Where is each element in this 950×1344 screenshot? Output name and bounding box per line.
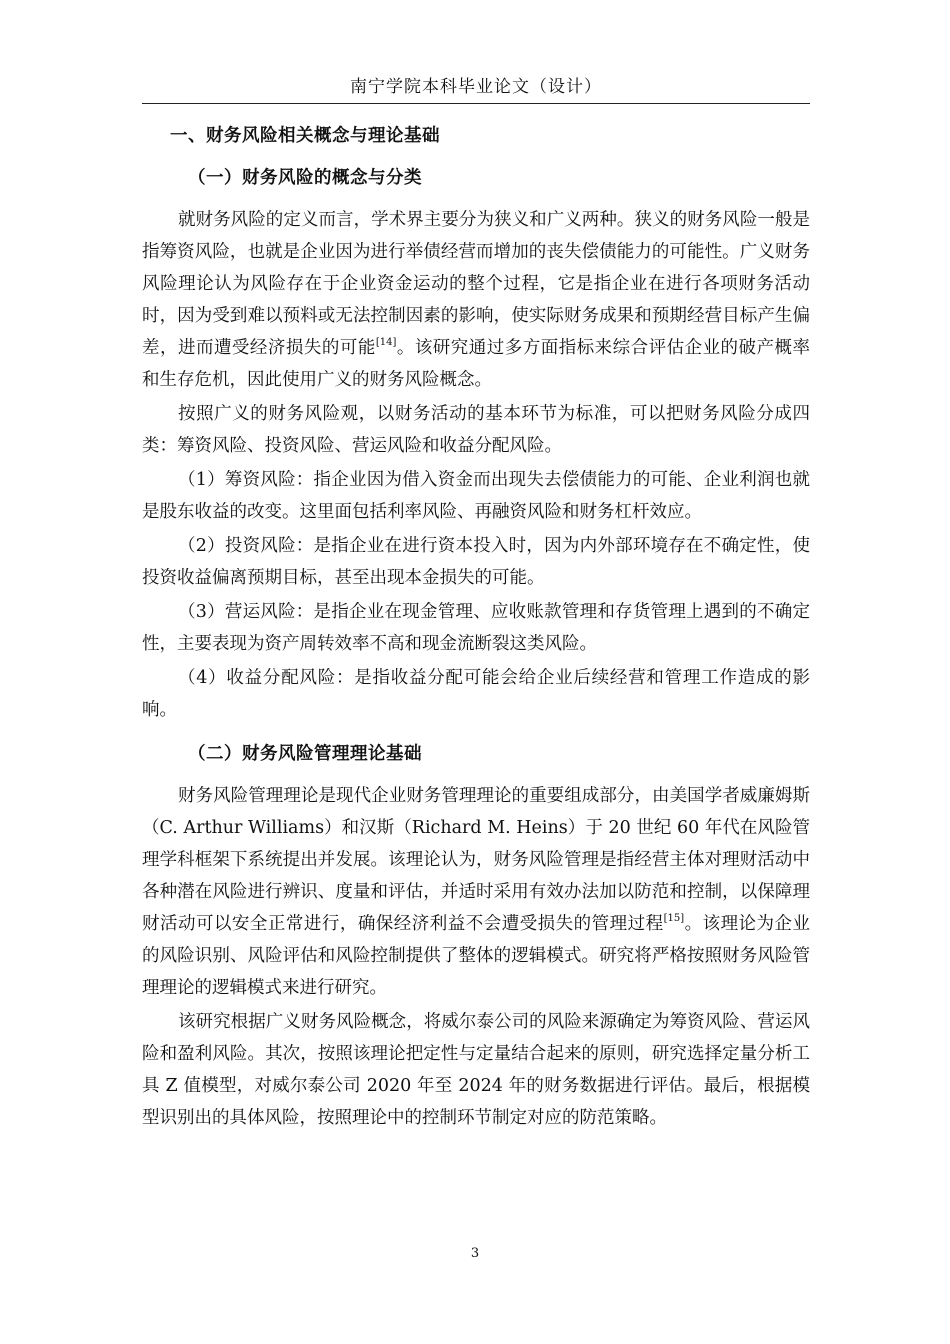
list-item-investment-risk: （2）投资风险：是指企业在进行资本投入时，因为内外部环境存在不确定性，使投资收益偏离预期目标，甚至出现本金损失的可能。	[142, 536, 810, 588]
page-header: 南宁学院本科毕业论文（设计）	[142, 72, 810, 104]
citation-14: [14]	[375, 337, 397, 348]
paragraph-classification: 按照广义的财务风险观，以财务活动的基本环节为标准，可以把财务风险分成四类：筹资风险、投资风险、营运风险和收益分配风险。	[142, 404, 810, 456]
page-number: 3	[470, 1246, 480, 1261]
section-heading: 一、财务风险相关概念与理论基础	[170, 126, 440, 146]
paragraph-text: 。该理论为企业的风险识别、风险评估和风险控制提供了整体的逻辑模式。研究将严格按照财务风险管理理论的逻辑模式来进行研究。	[142, 914, 811, 998]
paragraph-research-approach: 该研究根据广义财务风险概念，将威尔泰公司的风险来源确定为筹资风险、营运风险和盈利风险。其次，按照该理论把定性与定量结合起来的原则，研究选择定量分析工具 Z 值模型，对威尔泰公司 2020 年至 2024 年的财务数据进行评估。最后，根据模型识别出的具体风险，按照理论中的控制环节制定对应的防范策略。	[142, 1012, 810, 1128]
citation-15: [15]	[663, 913, 685, 924]
paragraph-text: 就财务风险的定义而言，学术界主要分为狭义和广义两种。狭义的财务风险一般是指筹资风险，也就是企业因为进行举债经营而增加的丧失偿债能力的可能性。广义财务风险理论认为风险存在于企业资金运动的整个过程，它是指企业在进行各项财务活动时，因为受到难以预料或无法控制因素的影响，使实际财务成果和预期经营目标产生偏差，进而遭受经济损失的可能	[142, 210, 810, 358]
list-item-operating-risk: （3）营运风险：是指企业在现金管理、应收账款管理和存货管理上遇到的不确定性，主要表现为资产周转效率不高和现金流断裂这类风险。	[142, 602, 810, 654]
document-body	[142, 120, 810, 1136]
list-item-financing-risk: （1）筹资风险：指企业因为借入资金而出现失去偿债能力的可能、企业利润也就是股东收益的改变。这里面包括利率风险、再融资风险和财务杠杆效应。	[142, 470, 810, 522]
paragraph-definition	[142, 204, 810, 396]
paragraph-text: 。该研究通过多方面指标来综合评估企业的破产概率和生存危机，因此使用广义的财务风险概念。	[142, 338, 811, 390]
list-item-distribution-risk: （4）收益分配风险：是指收益分配可能会给企业后续经营和管理工作造成的影响。	[142, 668, 810, 720]
paragraph-theory	[142, 780, 810, 1004]
paragraph-text: 财务风险管理理论是现代企业财务管理理论的重要组成部分，由美国学者威廉姆斯（C. Arthur Williams）和汉斯（Richard M. Heins）于 20 世纪 60 年代在风险管理学科框架下系统提出并发展。该理论认为，财务风险管理是指经营主体对理财活动中各种潜在风险进行辨识、度量和评估，并适时采用有效办法加以防范和控制，以保障理财活动可以安全正常进行，确保经济利益不会遭受损失的管理过程	[142, 786, 810, 934]
subsection-heading-2: （二）财务风险管理理论基础	[188, 744, 422, 764]
subsection-heading-1: （一）财务风险的概念与分类	[188, 168, 422, 188]
